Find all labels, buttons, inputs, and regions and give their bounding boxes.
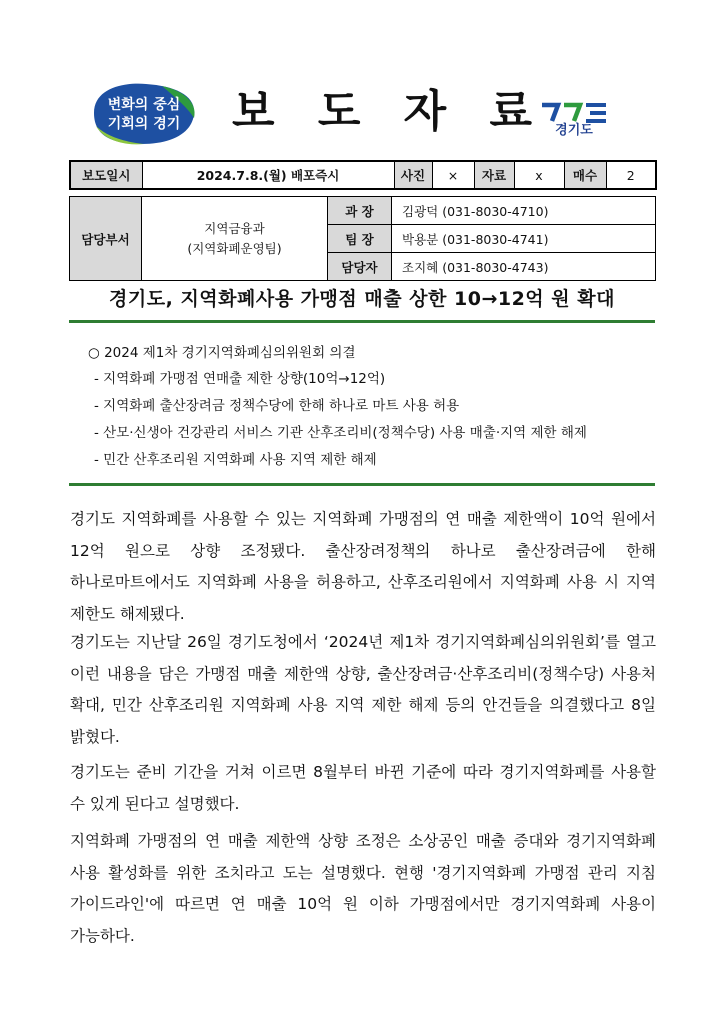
body-paragraph: 경기도는 지난달 26일 경기도청에서 ‘2024년 제1차 경기지역화폐심의위원회’를 열고 이런 내용을 담은 가맹점 매출 제한액 상향, 출산장려금·산후조리비(정책수당) 사용처 확대, 민간 산후조리원 지역화폐 사용 지역 제한 해제 등의 안건들을 의결했다고 8일 밝혔다.: [70, 633, 656, 746]
slogan-logo: [84, 78, 200, 148]
department-line2: (지역화폐운영팀): [187, 240, 282, 256]
department-name: [142, 197, 328, 281]
document-title: 보 도 자 료: [232, 86, 546, 137]
department-line1: 지역금융과: [204, 220, 265, 236]
photo-value: ×: [432, 161, 474, 189]
release-date-value: 2024.7.8.(월) 배포즉시: [142, 161, 394, 189]
headline-divider: [69, 320, 655, 323]
contact-person: 조지혜 (031-8030-4743): [392, 253, 656, 281]
department-label: 담당부서: [70, 197, 142, 281]
contact-person: 김광덕 (031-8030-4710): [392, 197, 656, 225]
summary-divider: [69, 483, 655, 486]
summary-item: - 지역화폐 출산장려금 정책수당에 한해 하나로 마트 사용 허용: [94, 398, 460, 414]
slogan-line1: 변화의 중심: [107, 97, 181, 113]
contact-person: 박용분 (031-8030-4741): [392, 225, 656, 253]
gyeonggi-logo-label: 경기도: [555, 123, 593, 138]
summary-box: [88, 341, 648, 475]
contact-table: [69, 196, 656, 281]
slogan-line2: 기회의 경기: [107, 116, 181, 132]
body-paragraph: 지역화폐 가맹점의 연 매출 제한액 상향 조정은 소상공인 매출 증대와 경기지역화폐 사용 활성화를 위한 조치라고 도는 설명했다. 현행 '경기지역화폐 가맹점 관리 지침 가이드라인'에 따르면 연 매출 10억 원 이하 가맹점에서만 경기지역화폐 사용이 가능하다.: [70, 832, 656, 945]
summary-item: - 지역화폐 가맹점 연매출 제한 상향(10억→12억): [94, 371, 386, 387]
headline: 경기도, 지역화폐사용 가맹점 매출 상한 10→12억 원 확대: [109, 288, 615, 310]
contact-role: 담당자: [328, 253, 392, 281]
pages-label: 매수: [564, 161, 606, 189]
release-date-label: 보도일시: [70, 161, 142, 189]
pages-value: 2: [606, 161, 656, 189]
summary-main: ○ 2024 제1차 경기지역화폐심의위원회 의결: [88, 345, 356, 361]
photo-label: 사진: [394, 161, 432, 189]
body-paragraph: 경기도 지역화폐를 사용할 수 있는 지역화폐 가맹점의 연 매출 제한액이 10억 원에서 12억 원으로 상향 조정됐다. 출산장려정책의 하나로 출산장려금에 한해 하나로마트에서도 지역화폐 사용을 허용하고, 산후조리원에서 지역화폐 사용 시 지역 제한도 해제됐다.: [70, 510, 656, 623]
release-info-table: [69, 160, 657, 190]
contact-role: 팀 장: [328, 225, 392, 253]
material-label: 자료: [474, 161, 514, 189]
summary-item: - 민간 산후조리원 지역화폐 사용 지역 제한 해제: [94, 452, 377, 468]
summary-item: - 산모·신생아 건강관리 서비스 기관 산후조리비(정책수당) 사용 매출·지역 제한 해제: [94, 425, 587, 441]
body-paragraph: 경기도는 준비 기간을 거쳐 이르면 8월부터 바뀐 기준에 따라 경기지역화폐를 사용할 수 있게 된다고 설명했다.: [70, 763, 656, 813]
material-value: x: [514, 161, 564, 189]
contact-role: 과 장: [328, 197, 392, 225]
